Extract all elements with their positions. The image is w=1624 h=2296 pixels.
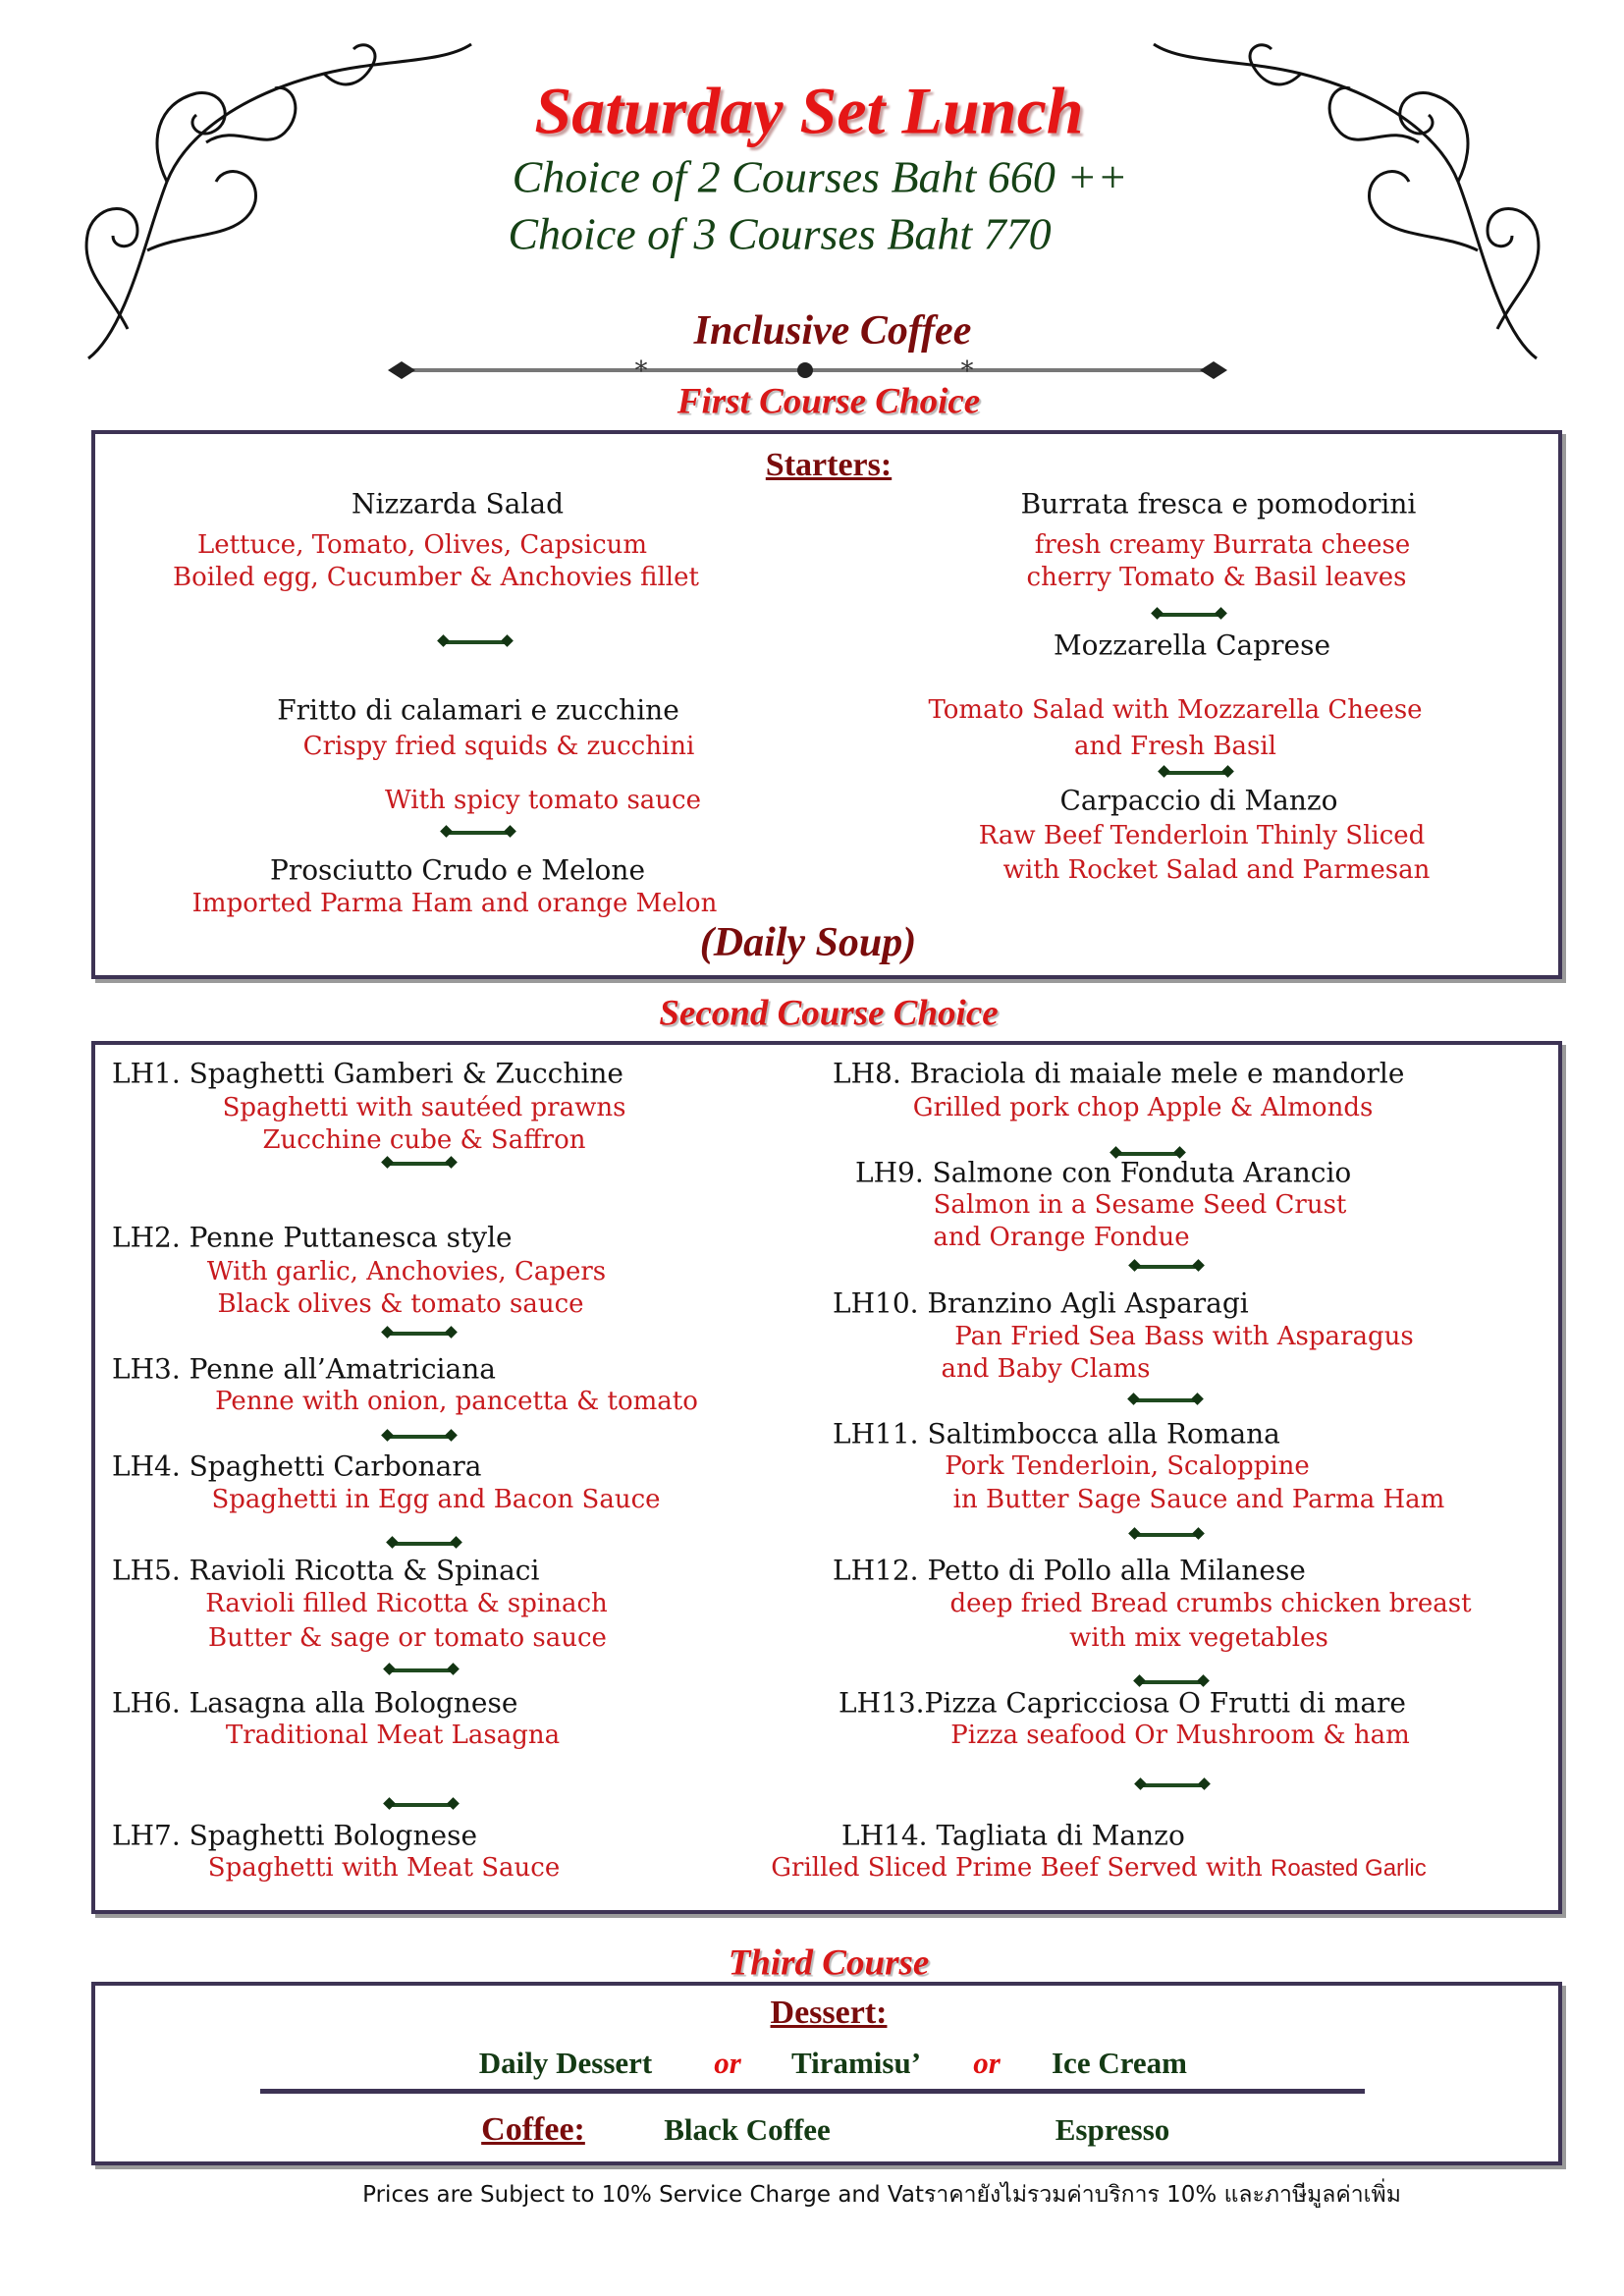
divider	[1134, 1265, 1199, 1269]
dish-name: LH11. Saltimbocca alla Romana	[833, 1417, 1280, 1450]
daily-soup: (Daily Soup)	[699, 920, 917, 965]
dish-name: Carpaccio di Manzo	[1059, 784, 1338, 817]
dish-desc: Boiled egg, Cucumber & Anchovies fillet	[173, 563, 699, 592]
svg-text:*: *	[960, 356, 974, 385]
dish-desc: in Butter Sage Sauce and Parma Ham	[952, 1485, 1445, 1514]
dish-desc: Ravioli filled Ricotta & spinach	[205, 1589, 608, 1618]
dish-name: LH4. Spaghetti Carbonara	[112, 1449, 482, 1483]
dish-name: Burrata fresca e pomodorini	[1020, 487, 1417, 520]
dish-desc: Zucchine cube & Saffron	[262, 1125, 586, 1155]
dish-desc: with Rocket Salad and Parmesan	[1002, 855, 1431, 885]
dessert-option: Daily Dessert	[478, 2046, 653, 2080]
divider	[387, 1162, 452, 1166]
dish-desc: Crispy fried squids & zucchini	[302, 732, 695, 761]
dessert-option: Ice Cream	[1051, 2046, 1188, 2080]
price-two-courses: Choice of 2 Courses Baht 660 ++	[512, 151, 1128, 202]
divider	[1164, 771, 1228, 775]
dish-desc: Imported Parma Ham and orange Melon	[191, 889, 718, 918]
dish-desc: Raw Beef Tenderloin Thinly Sliced	[978, 821, 1426, 850]
dish-desc-main: Grilled Sliced Prime Beef Served with	[771, 1853, 1271, 1883]
dish-name: LH12. Petto di Pollo alla Milanese	[833, 1554, 1306, 1587]
divider	[1139, 1680, 1204, 1684]
dish-desc: Butter & sage or tomato sauce	[208, 1623, 607, 1653]
dish-name: LH13.Pizza Capricciosa O Frutti di mare	[839, 1686, 1406, 1720]
starters-heading: Starters:	[765, 447, 893, 483]
dish-desc: with mix vegetables	[1069, 1623, 1328, 1653]
divider	[1140, 1783, 1205, 1787]
dish-desc: Spaghetti with Meat Sauce	[207, 1853, 561, 1883]
divider	[387, 1332, 452, 1336]
dish-desc: Penne with onion, pancetta & tomato	[215, 1387, 698, 1416]
divider	[446, 831, 511, 835]
dish-desc: Pan Fried Sea Bass with Asparagus	[954, 1322, 1414, 1351]
first-course-heading: First Course Choice	[677, 381, 981, 422]
dish-desc: deep fried Bread crumbs chicken breast	[949, 1589, 1472, 1618]
divider	[392, 1542, 457, 1546]
dish-desc: and Baby Clams	[941, 1354, 1151, 1384]
divider	[443, 640, 508, 644]
divider	[1115, 1152, 1180, 1156]
dish-desc: With garlic, Anchovies, Capers	[206, 1257, 607, 1286]
dish-desc: Black olives & tomato sauce	[217, 1289, 584, 1319]
coffee-heading: Coffee:	[481, 2111, 585, 2148]
dish-desc: Tomato Salad with Mozzarella Cheese	[928, 695, 1423, 725]
divider	[387, 1435, 452, 1439]
dish-desc: Spaghetti with sautéed prawns	[222, 1093, 626, 1122]
dessert-option: Tiramisu’	[790, 2046, 922, 2080]
dish-name: LH14. Tagliata di Manzo	[841, 1819, 1185, 1852]
dish-desc: With spicy tomato sauce	[384, 786, 702, 815]
dish-name: LH6. Lasagna alla Bolognese	[112, 1686, 518, 1720]
dish-desc: Salmon in a Sesame Seed Crust	[933, 1190, 1347, 1220]
divider	[1157, 613, 1221, 617]
dish-name: LH10. Branzino Agli Asparagi	[833, 1286, 1249, 1320]
menu-title: Saturday Set Lunch	[534, 73, 1084, 148]
divider	[1134, 1533, 1199, 1537]
dish-desc: cherry Tomato & Basil leaves	[1026, 563, 1407, 592]
dish-desc: and Fresh Basil	[1074, 732, 1276, 761]
dish-desc	[771, 1853, 1426, 1883]
divider	[389, 1803, 454, 1807]
dessert-heading: Dessert:	[770, 1995, 888, 2031]
dish-name: LH9. Salmone con Fonduta Arancio	[855, 1156, 1352, 1189]
dish-desc: Pizza seafood Or Mushroom & ham	[950, 1721, 1410, 1750]
second-course-heading: Second Course Choice	[659, 993, 999, 1034]
dish-desc: Grilled pork chop Apple & Almonds	[912, 1093, 1374, 1122]
dish-desc: and Orange Fondue	[933, 1223, 1190, 1252]
dish-name: Prosciutto Crudo e Melone	[269, 853, 646, 887]
dish-name: Mozzarella Caprese	[1053, 629, 1331, 662]
swirl-ornament-left-icon	[69, 34, 481, 368]
dish-desc: Traditional Meat Lasagna	[225, 1721, 561, 1750]
divider-line	[260, 2089, 1365, 2094]
third-course-heading: Third Course	[728, 1942, 930, 1984]
or-separator: or	[714, 2046, 741, 2080]
swirl-ornament-right-icon	[1144, 34, 1556, 368]
svg-text:*: *	[634, 356, 648, 385]
dish-desc: Lettuce, Tomato, Olives, Capsicum	[196, 530, 648, 560]
dish-name: LH5. Ravioli Ricotta & Spinaci	[112, 1554, 540, 1587]
dish-name: LH1. Spaghetti Gamberi & Zucchine	[112, 1057, 623, 1090]
dish-name: Nizzarda Salad	[351, 487, 565, 520]
dish-name: LH2. Penne Puttanesca style	[112, 1221, 513, 1254]
coffee-option: Espresso	[1055, 2112, 1170, 2147]
divider	[1133, 1398, 1198, 1402]
inclusive-coffee: Inclusive Coffee	[693, 308, 972, 354]
divider	[389, 1668, 454, 1672]
or-separator: or	[973, 2046, 1001, 2080]
dish-desc: Pork Tenderloin, Scaloppine	[945, 1451, 1310, 1481]
dish-name: LH8. Braciola di maiale mele e mandorle	[833, 1057, 1405, 1090]
dish-name: Fritto di calamari e zucchine	[277, 693, 679, 727]
dish-desc: Spaghetti in Egg and Bacon Sauce	[211, 1485, 661, 1514]
price-footnote: Prices are Subject to 10% Service Charge and Vatราคายังไม่รวมค่าบริการ 10% และภาษีมูลค่าเพิ่ม	[362, 2182, 1401, 2208]
dish-name: LH7. Spaghetti Bolognese	[112, 1819, 478, 1852]
dish-desc: fresh creamy Burrata cheese	[1034, 530, 1411, 560]
coffee-option: Black Coffee	[664, 2112, 831, 2147]
dish-name: LH3. Penne all’Amatriciana	[112, 1352, 496, 1386]
dish-desc-extra: Roasted Garlic	[1270, 1855, 1427, 1882]
price-three-courses: Choice of 3 Courses Baht 770	[508, 208, 1052, 259]
